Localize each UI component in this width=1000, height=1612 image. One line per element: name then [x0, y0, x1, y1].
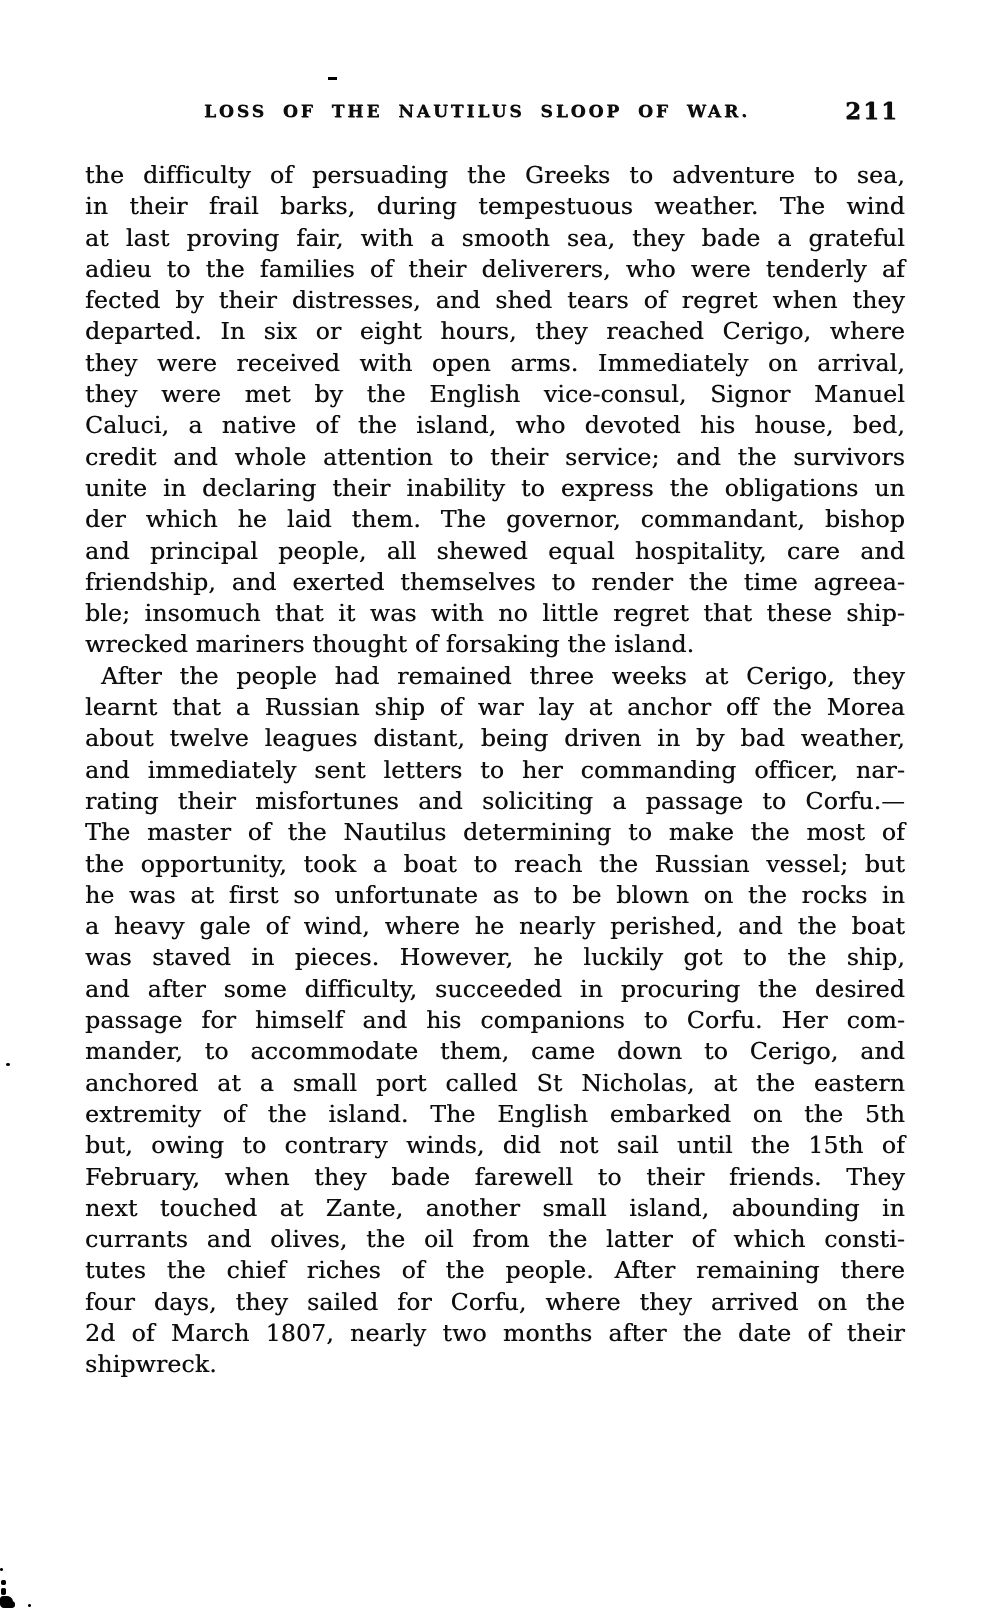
- ink-speckle: [28, 1604, 31, 1607]
- text-line: they were received with open arms. Immediately on arrival,: [85, 348, 905, 377]
- text-line: February, when they bade farewell to their friends. They: [85, 1162, 905, 1191]
- text-line: adieu to the families of their deliverers, who were tenderly af: [85, 254, 905, 283]
- text-line: was staved in pieces. However, he luckily got to the ship,: [85, 943, 905, 972]
- text-line: at last proving fair, with a smooth sea, they bade a grateful: [85, 223, 905, 252]
- ink-speckle: [0, 1568, 3, 1571]
- text-line: passage for himself and his companions to Corfu. Her com-: [85, 1006, 905, 1035]
- paragraph: [85, 160, 905, 661]
- text-line: four days, they sailed for Corfu, where they arrived on the: [85, 1287, 905, 1316]
- text-line: fected by their distresses, and shed tears of regret when they: [85, 286, 905, 315]
- text-line: in their frail barks, during tempestuous weather. The wind: [85, 192, 905, 221]
- text-line: and immediately sent letters to her commanding officer, nar-: [85, 755, 905, 784]
- text-line: ble; insomuch that it was with no little regret that these ship-: [85, 599, 905, 628]
- text-line: unite in declaring their inability to express the obligations un: [85, 473, 905, 502]
- text-line: and principal people, all shewed equal hospitality, care and: [85, 536, 905, 565]
- text-line: der which he laid them. The governor, commandant, bishop: [85, 505, 905, 534]
- text-line: rating their misfortunes and soliciting a passage to Corfu.—: [85, 786, 905, 815]
- text-line: they were met by the English vice-consul, Signor Manuel: [85, 380, 905, 409]
- ink-speckle: [1, 1588, 6, 1595]
- text-line: the opportunity, took a boat to reach the Russian vessel; but: [85, 849, 905, 878]
- ink-blot: [7, 1601, 15, 1608]
- text-line: departed. In six or eight hours, they reached Cerigo, where: [85, 317, 905, 346]
- body-text: [85, 160, 905, 1381]
- text-line: shipwreck.: [85, 1350, 217, 1379]
- ink-speckle: [1, 1580, 6, 1585]
- text-line: next touched at Zante, another small island, abounding in: [85, 1193, 905, 1222]
- text-line: The master of the Nautilus determining to make the most of: [85, 818, 905, 847]
- text-line: currants and olives, the oil from the latter of which consti-: [85, 1225, 905, 1254]
- text-line: tutes the chief riches of the people. After remaining there: [85, 1256, 905, 1285]
- text-line: he was at first so unfortunate as to be blown on the rocks in: [85, 880, 905, 909]
- text-line: learnt that a Russian ship of war lay at anchor off the Morea: [85, 693, 905, 722]
- text-line: mander, to accommodate them, came down to Cerigo, and: [85, 1037, 905, 1066]
- paragraph: [85, 661, 905, 1381]
- text-line: extremity of the island. The English embarked on the 5th: [85, 1099, 905, 1128]
- text-line: Caluci, a native of the island, who devoted his house, bed,: [85, 411, 905, 440]
- text-line: 2d of March 1807, nearly two months after the date of their: [85, 1318, 905, 1347]
- ink-speckle: [6, 1063, 10, 1066]
- text-line: about twelve leagues distant, being driven in by bad weather,: [85, 724, 905, 753]
- text-line: a heavy gale of wind, where he nearly perished, and the boat: [85, 912, 905, 941]
- text-line: friendship, and exerted themselves to render the time agreea-: [85, 567, 905, 596]
- text-line: wrecked mariners thought of forsaking the island.: [85, 630, 695, 659]
- text-line: credit and whole attention to their service; and the survivors: [85, 442, 905, 471]
- text-line: but, owing to contrary winds, did not sail until the 15th of: [85, 1131, 905, 1160]
- text-line: After the people had remained three weeks at Cerigo, they: [101, 661, 905, 690]
- page-number: 211: [844, 98, 899, 125]
- text-line: the difficulty of persuading the Greeks to adventure to sea,: [85, 161, 905, 189]
- text-line: and after some difficulty, succeeded in procuring the desired: [85, 974, 905, 1003]
- running-title: LOSS OF THE NAUTILUS SLOOP OF WAR.: [203, 102, 751, 122]
- page-header: [85, 98, 905, 132]
- ink-speckle: [328, 77, 337, 80]
- text-line: anchored at a small port called St Nicholas, at the eastern: [85, 1068, 905, 1097]
